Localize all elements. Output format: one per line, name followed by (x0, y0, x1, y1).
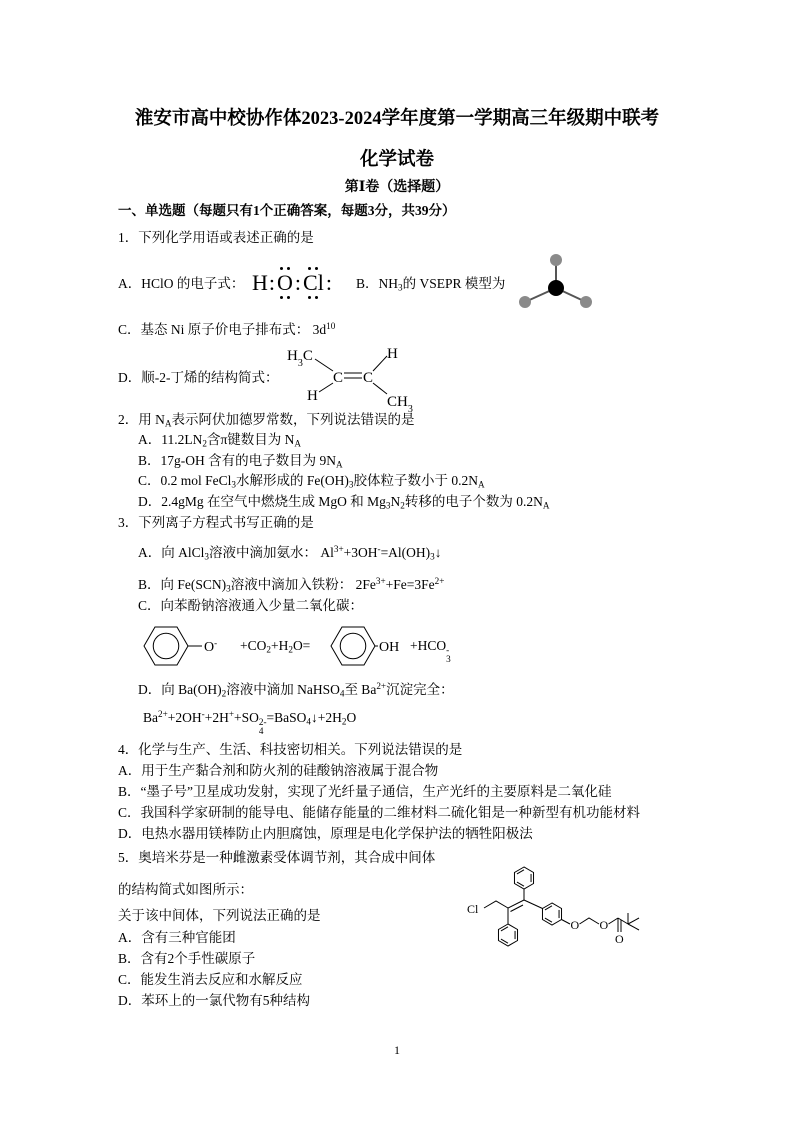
subscript: 2 (341, 716, 347, 727)
subscript: 3 (430, 551, 435, 562)
text-segment: 表示阿伏加德罗常数，下列说法错误的是 (171, 412, 415, 427)
text-segment: O= (292, 638, 311, 653)
text-segment: 胶体粒子数小于 0.2N (353, 473, 478, 488)
text-segment: 至 Ba (344, 682, 377, 697)
text-segment: O (204, 640, 215, 655)
q3-option-c: C．向苯酚钠溶液通入少量二氧化碳： (138, 598, 364, 613)
atom-o: O (276, 266, 294, 300)
text-segment: 沉淀完全： (386, 682, 454, 697)
text-segment: B．向 Fe(SCN) (138, 577, 227, 592)
benzene-ring-bottom (498, 924, 517, 946)
q1-option-c (118, 320, 335, 340)
text-segment: A．11.2LN (138, 432, 203, 447)
text-segment: +CO (240, 638, 267, 653)
text-segment: D．向 Ba(OH) (138, 682, 222, 697)
text-segment: +2OH (167, 710, 202, 725)
ospemifene-intermediate-structure (462, 858, 662, 970)
q5-option-a: A．含有三种官能团 (118, 930, 236, 945)
bond (319, 383, 333, 392)
q3-option-d (138, 680, 454, 700)
subscript: A (336, 459, 343, 470)
text-segment: D．2.4gMg 在空气中燃烧生成 MgO 和 Mg (138, 494, 386, 509)
bond (315, 359, 333, 371)
text-segment: B． (356, 276, 379, 291)
text-segment: A．向 AlCl (138, 545, 205, 560)
electron-pair: : (294, 270, 302, 295)
q5-stem: 5．奥培米芬是一种雌激素受体调节剂，其合成中间体 (118, 850, 436, 865)
q3-c-equation-product (410, 636, 451, 665)
q5-option-b: B．含有2个手性碳原子 (118, 951, 256, 966)
vsepr-ball-right (580, 296, 592, 308)
benzene-ring-para (542, 903, 561, 925)
text-segment: 2Fe (352, 577, 376, 592)
vsepr-center-atom (548, 280, 564, 296)
q5-stem-line3: 关于该中间体，下列说法正确的是 (118, 908, 321, 923)
text-segment: 3d (309, 322, 327, 337)
stacked-sub-superscript (259, 718, 267, 737)
text-segment: =BaSO (266, 710, 307, 725)
text-segment: ↓+2H (311, 710, 342, 725)
subscript: 3 (348, 479, 354, 490)
carbon-left: C (333, 370, 344, 386)
q5-stem-line2: 的结构简式如图所示： (118, 882, 253, 897)
part-heading: 第Ⅰ卷（选择题） (344, 180, 450, 195)
subscript: A (542, 500, 550, 511)
q2-option-a (138, 430, 301, 450)
q1-option-d-label: D．顺-2-丁烯的结构简式： (118, 370, 279, 385)
phenoxide-structure (140, 622, 230, 670)
text-segment: +3OH (343, 545, 378, 560)
section-heading: 一、单选题（每题只有1个正确答案，每题3分，共39分） (118, 203, 456, 218)
text-segment: C．基态 Ni 原子价电子排布式： (118, 322, 310, 337)
text-segment: +H (270, 638, 289, 653)
superscript: + (228, 708, 235, 719)
phenoxide-label (204, 638, 217, 655)
text-segment: Al (316, 545, 334, 560)
q3-c-equation-middle (240, 636, 310, 656)
superscript: 2+ (376, 680, 387, 691)
q4-option-d: D．电热水器用镁棒防止内胆腐蚀，原理是电化学保护法的牺牲阳极法 (118, 826, 533, 841)
text-segment: +Fe=3Fe (385, 577, 435, 592)
bond (609, 918, 619, 924)
q3-option-b (138, 575, 444, 595)
exam-title: 淮安市高中校协作体2023-2024学年度第一学期高三年级期中联考 (134, 109, 660, 129)
carbon-right: C (363, 370, 374, 386)
text-segment: +2H (204, 710, 229, 725)
electron-pair: : (325, 270, 332, 295)
text-segment: Ba (143, 710, 158, 725)
text-segment: 转移的电子个数为 0.2N (404, 494, 543, 509)
text-segment: 溶液中滴加 NaHSO (226, 682, 340, 697)
text-segment: B．17g-OH 含有的电子数目为 9N (138, 453, 336, 468)
subscript: 2 (202, 438, 207, 449)
subscript: 3 (398, 282, 403, 293)
superscript: 2+ (158, 708, 168, 719)
bond (524, 900, 543, 909)
text-segment: +SO (234, 710, 259, 725)
superscript: 3+ (375, 575, 386, 586)
subscript: 3 (407, 403, 413, 415)
subscript: 4 (339, 688, 345, 699)
subscript: A (164, 418, 172, 429)
q4-option-b: B．“墨子号”卫星成功发射，实现了光纤量子通信，生产光纤的主要原料是二氧化硅 (118, 784, 612, 799)
benzene-ring-top (514, 867, 533, 889)
double-bond (508, 900, 524, 908)
hclo-electron-formula (252, 266, 333, 300)
text-segment: ↓ (434, 545, 442, 560)
q5-option-c: C．能发生消去反应和水解反应 (118, 972, 303, 987)
subscript: 2 (266, 644, 271, 655)
vsepr-ball-top (550, 254, 562, 266)
subscript: 4 (306, 716, 311, 727)
subscript: 3 (297, 357, 303, 369)
superscript: - (446, 645, 450, 656)
subscript: 2 (288, 644, 293, 655)
q4-stem: 4．化学与生产、生活、科技密切相关。下列说法错误的是 (118, 742, 463, 757)
subscript: 3 (446, 654, 451, 665)
cis-2-butene-structure (283, 342, 418, 414)
phenol-structure (327, 622, 407, 670)
bond-chain (580, 918, 600, 924)
text-segment: 含π键数目为 N (206, 432, 295, 447)
text-segment: C．0.2 mol FeCl (138, 473, 232, 488)
superscript: - (201, 708, 205, 719)
subscript: A (477, 479, 485, 490)
q3-option-a (138, 543, 442, 563)
subscript: 3 (231, 479, 236, 490)
bond (373, 383, 387, 394)
bond (628, 918, 639, 924)
q5-option-d: D．苯环上的一氯代物有5种结构 (118, 993, 310, 1008)
group-h3c (287, 348, 313, 369)
bond (562, 920, 571, 925)
bond (373, 356, 387, 371)
electron-pair: : (268, 270, 276, 295)
text-segment: 溶液中滴加氨水： (208, 545, 317, 560)
q1-stem: 1．下列化学用语或表述正确的是 (118, 230, 314, 245)
atom-cl: Cl (467, 902, 479, 916)
vsepr-model-image (516, 252, 594, 316)
atom-o-carbonyl: O (615, 932, 624, 946)
subscript: 3 (226, 583, 231, 594)
superscript: - (377, 543, 381, 554)
q2-option-b (138, 451, 343, 471)
subscript: 2 (400, 500, 405, 511)
text-segment: O (346, 710, 357, 725)
subscript: 4 (258, 726, 264, 737)
bond (618, 918, 628, 924)
subscript: 3 (385, 500, 391, 511)
atom-h-bottom-left: H (307, 388, 318, 404)
text-segment: N (390, 494, 401, 509)
atom-cl: Cl (302, 266, 325, 300)
vsepr-ball-left (519, 296, 531, 308)
page-number: 1 (394, 1043, 400, 1057)
superscript: 3+ (333, 543, 344, 554)
bond (628, 924, 639, 930)
q2-option-d (138, 492, 549, 512)
subscript: A (294, 438, 302, 449)
q1-option-a-label: A．HClO 的电子式： (118, 276, 245, 291)
text-segment: 溶液中滴加入铁粉： (230, 577, 353, 592)
q2-stem (118, 410, 415, 430)
text-segment: +HCO (410, 638, 447, 653)
atom-o-ester: O (599, 918, 609, 932)
bond-chain (484, 901, 508, 908)
text-segment: 的 VSEPR 模型为 (402, 276, 506, 291)
superscript: 2+ (434, 575, 445, 586)
exam-subtitle: 化学试卷 (359, 150, 434, 170)
superscript: 10 (326, 320, 336, 331)
benzene-ring (331, 627, 375, 665)
superscript: 2- (258, 717, 267, 728)
text-segment: H (287, 348, 298, 364)
text-segment: C (302, 348, 313, 364)
subscript: 3 (204, 551, 209, 562)
text-segment: =Al(OH) (380, 545, 431, 560)
benzene-ring (144, 627, 188, 665)
text-segment: 水解形成的 Fe(OH) (235, 473, 349, 488)
text-segment: CH (387, 394, 408, 410)
text-segment: NH (378, 276, 399, 291)
q3-d-equation (143, 708, 356, 737)
q4-option-a: A．用于生产黏合剂和防火剂的硅酸钠溶液属于混合物 (118, 763, 439, 778)
text-segment: 2．用 N (118, 412, 165, 427)
q1-option-b (356, 274, 505, 294)
atom-o-ether: O (570, 918, 580, 932)
atom-h: H (252, 270, 268, 295)
q4-option-c: C．我国科学家研制的能导电、能储存能量的二维材料二硫化钼是一种新型有机功能材料 (118, 805, 641, 820)
superscript: - (214, 638, 218, 648)
stacked-sub-superscript (446, 646, 451, 665)
subscript: 2 (221, 688, 227, 699)
hydroxyl-label: OH (379, 640, 400, 655)
q2-option-c (138, 471, 485, 491)
q3-stem: 3．下列离子方程式书写正确的是 (118, 515, 314, 530)
atom-h-top-right: H (387, 346, 398, 362)
